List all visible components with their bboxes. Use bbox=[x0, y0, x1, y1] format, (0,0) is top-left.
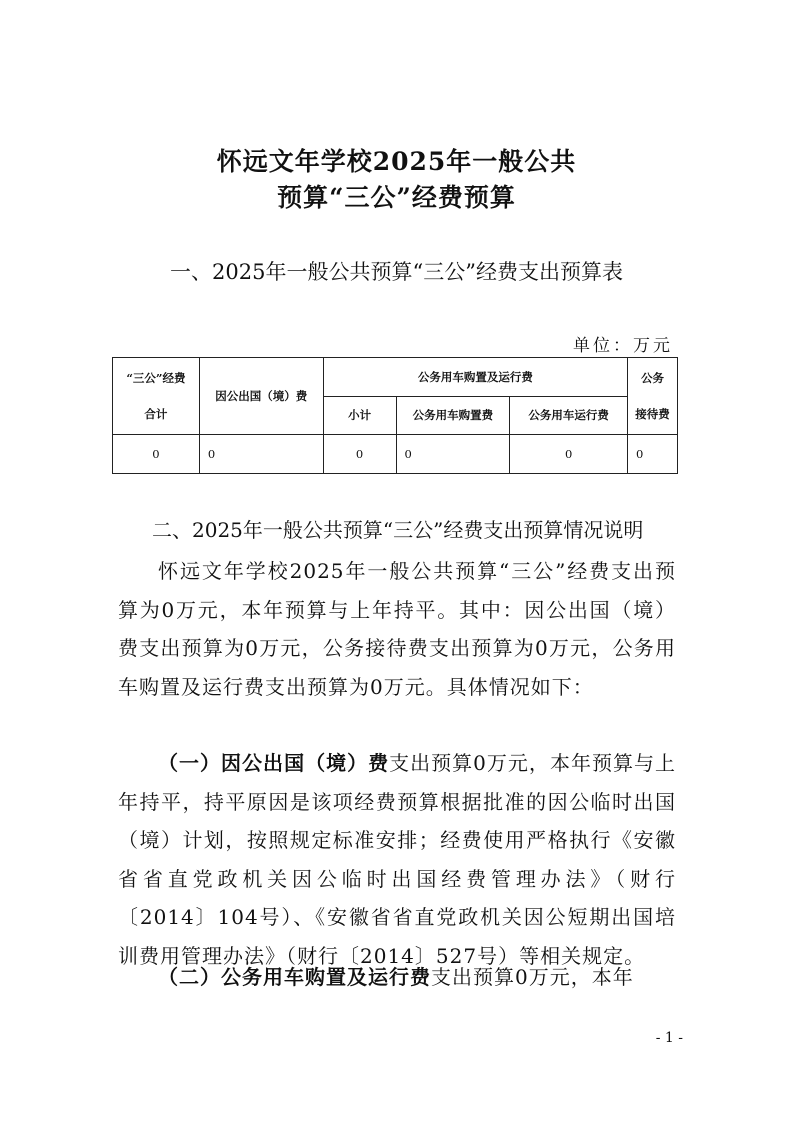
paragraph-vehicle-heading: （二）公务用车购置及运行费 bbox=[158, 965, 431, 989]
paragraph-vehicle bbox=[118, 958, 676, 997]
value-total: 0 bbox=[113, 435, 200, 474]
table-row bbox=[113, 435, 678, 474]
header-reception-cell bbox=[628, 358, 678, 435]
section1-heading: 一、2025年一般公共预算“三公”经费支出预算表 bbox=[170, 260, 623, 284]
header-abroad: 因公出国（境）费 bbox=[199, 358, 323, 435]
paragraph-abroad bbox=[118, 744, 676, 975]
value-reception: 0 bbox=[628, 435, 678, 474]
budget-table bbox=[112, 357, 678, 474]
paragraph-abroad-heading: （一）因公出国（境）费 bbox=[158, 751, 390, 775]
header-subtotal: 小计 bbox=[323, 396, 396, 435]
header-total-top: “三公”经费 bbox=[126, 371, 186, 385]
paragraph-vehicle-body: 支出预算0万元，本年 bbox=[431, 965, 634, 989]
paragraph-summary: 怀远文年学校2025年一般公共预算“三公”经费支出预算为0万元，本年预算与上年持平。其中：因公出国（境）费支出预算为0万元，公务接待费支出预算为0万元，公务用车购置及运行费支出预算为0万元。具体情况如下： bbox=[118, 559, 676, 699]
value-vehicle-operation: 0 bbox=[510, 435, 628, 474]
document-title-line2: 预算“三公”经费预算 bbox=[277, 183, 516, 212]
document-title-line1: 怀远文年学校2025年一般公共 bbox=[216, 147, 577, 176]
header-vehicle-operation: 公务用车运行费 bbox=[510, 396, 628, 435]
section2-heading: 二、2025年一般公共预算“三公”经费支出预算情况说明 bbox=[152, 518, 644, 542]
value-abroad: 0 bbox=[199, 435, 323, 474]
header-vehicle-purchase: 公务用车购置费 bbox=[396, 396, 510, 435]
header-reception-top: 公务 bbox=[641, 371, 665, 385]
header-reception-bottom: 接待费 bbox=[635, 407, 670, 421]
value-subtotal: 0 bbox=[323, 435, 396, 474]
header-total-cell bbox=[113, 358, 200, 435]
page-number: - 1 - bbox=[655, 1030, 683, 1046]
unit-label: 单位：万元 bbox=[573, 336, 673, 356]
paragraph-abroad-body: 支出预算0万元，本年预算与上年持平，持平原因是该项经费预算根据批准的因公临时出国（境）计划，按照规定标准安排；经费使用严格执行《安徽省省直党政机关因公临时出国经费管理办法》（财行〔2014〕104号）、《安徽省省直党政机关因公短期出国培训费用管理办法》（财行〔2014〕527号）等相关规定。 bbox=[118, 751, 676, 968]
value-vehicle-purchase: 0 bbox=[396, 435, 510, 474]
header-total-bottom: 合计 bbox=[144, 407, 168, 421]
header-vehicle: 公务用车购置及运行费 bbox=[323, 358, 627, 397]
